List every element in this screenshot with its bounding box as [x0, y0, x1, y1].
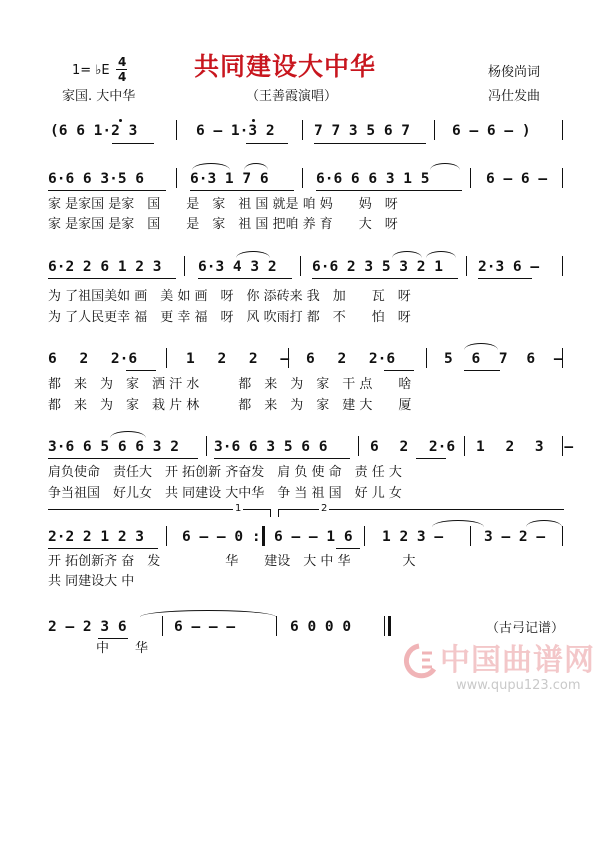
- beat-underline: [126, 370, 156, 371]
- measure-23: 6 – – 1 6: [274, 529, 353, 545]
- slur: [192, 163, 230, 170]
- measure-11: 6·6 2 3 5 3 2 1: [312, 259, 443, 275]
- slur: [430, 163, 460, 170]
- subtitle-left: 家国. 大中华: [62, 89, 136, 104]
- time-signature-top: 4: [118, 55, 127, 69]
- measure-16: 5 6 7 6 –: [444, 351, 563, 367]
- beat-underline: [198, 278, 292, 279]
- bar-line: [562, 526, 563, 546]
- beat-underline: [48, 190, 166, 191]
- lyric-verse-1: 都 来 为 家 洒 汗 水 都 来 为 家 干 点 啥: [48, 377, 412, 392]
- beat-underline: [48, 548, 158, 549]
- lyric-verse-1: 家 是家国 是家 国 是 家 祖 国 就是 咱 妈 妈 呀: [48, 197, 398, 212]
- lyric-verse-2: 家 是家国 是家 国 是 家 祖 国 把咱 养 育 大 呀: [48, 217, 398, 232]
- octave-dot: [252, 119, 255, 122]
- measure-18: 3·6 6 3 5 6 6: [214, 439, 328, 455]
- bar-line: [300, 256, 301, 276]
- bar-line: [426, 348, 427, 368]
- beat-underline: [384, 370, 414, 371]
- measure-24: 1 2 3 –: [382, 529, 444, 545]
- bar-line: [288, 348, 289, 368]
- measure-21: 2·2 2 1 2 3: [48, 529, 145, 545]
- bar-line: [176, 168, 177, 188]
- measure-8: 6 – 6 –: [486, 171, 548, 187]
- time-signature-bottom: 4: [118, 70, 127, 84]
- lyric-verse-2: 共 同建设大 中: [48, 574, 135, 589]
- bar-line: [166, 348, 167, 368]
- beat-underline: [98, 638, 128, 639]
- bar-line: [434, 120, 435, 140]
- beat-underline: [478, 278, 532, 279]
- bar-line: [464, 436, 465, 456]
- measure-10: 6·3 4 3 2: [198, 259, 277, 275]
- lyric-verse-2: 争当祖国 好儿女 共 同建设 大中华 争 当 祖 国 好 儿 女: [48, 486, 402, 501]
- key-signature: 1= ♭E: [72, 63, 110, 78]
- bar-line: [470, 526, 471, 546]
- bar-line: [276, 616, 277, 636]
- beat-underline: [48, 458, 198, 459]
- bar-line: [358, 436, 359, 456]
- beat-underline: [48, 278, 176, 279]
- watermark-brand: 中国曲谱网: [440, 643, 595, 678]
- lyric-verse-2: 都 来 为 家 栽 片 林 都 来 为 家 建 大 厦: [48, 398, 412, 413]
- bar-line: [562, 436, 563, 456]
- volta-number-1: 1: [235, 503, 242, 514]
- measure-2: 6 – 1·3 2: [196, 123, 275, 139]
- bar-line: [562, 256, 563, 276]
- slur: [110, 431, 146, 438]
- bar-line: [302, 120, 303, 140]
- lyric-verse-1: 肩负使命 责任大 开 拓创新 齐奋发 肩 负 使 命 责 任 大: [48, 465, 402, 480]
- slur: [392, 251, 422, 258]
- measure-28: 6 0 0 0: [290, 619, 352, 635]
- beat-underline: [316, 190, 462, 191]
- measure-22: 6 – – 0 :: [182, 529, 261, 545]
- slur: [244, 163, 268, 170]
- bar-line: [184, 256, 185, 276]
- bar-line: [302, 168, 303, 188]
- measure-13: 6 2 2·6: [48, 351, 138, 367]
- qupu-logo-icon: [400, 643, 438, 679]
- measure-4: 6 – 6 – ): [452, 123, 531, 139]
- measure-14: 1 2 2 –: [186, 351, 290, 367]
- lyric-verse-2: 为 了人民更幸 福 更 幸 福 呀 风 吹雨打 都 不 怕 呀: [48, 310, 411, 325]
- lyricist: 杨俊尚词: [488, 65, 541, 80]
- measure-15: 6 2 2·6: [306, 351, 396, 367]
- repeat-end-bar: [262, 526, 265, 546]
- beat-underline: [464, 370, 500, 371]
- measure-6: 6·3 1 7 6: [190, 171, 269, 187]
- bar-line: [466, 256, 467, 276]
- bar-line: [166, 526, 167, 546]
- slur: [432, 520, 484, 527]
- slur: [426, 251, 456, 258]
- measure-1: (6 6 1·2 3: [50, 123, 138, 139]
- measure-19: 6 2 2·6: [370, 439, 456, 455]
- measure-25: 3 – 2 –: [484, 529, 546, 545]
- final-bar-thick: [388, 616, 391, 636]
- slur: [140, 610, 276, 617]
- beat-underline: [416, 458, 446, 459]
- bar-line: [562, 168, 563, 188]
- beat-underline: [314, 143, 426, 144]
- watermark-url: www.qupu123.com: [456, 678, 581, 693]
- song-title: 共同建设大中华: [194, 52, 377, 81]
- bar-line: [176, 120, 177, 140]
- slur: [464, 343, 498, 350]
- beat-underline: [190, 190, 294, 191]
- bar-line: [206, 436, 207, 456]
- measure-12: 2·3 6 –: [478, 259, 540, 275]
- performer: （王善霞演唱）: [246, 89, 338, 104]
- measure-20: 1 2 3 –: [476, 439, 574, 455]
- lyric-verse-1: 中 华: [96, 641, 149, 656]
- volta-number-2: 2: [321, 503, 328, 514]
- transcriber-credit: （古弓记谱）: [486, 621, 565, 636]
- slur: [236, 251, 270, 258]
- bar-line: [562, 348, 563, 368]
- measure-17: 3·6 6 5 6 6 3 2: [48, 439, 179, 455]
- bar-line: [364, 526, 365, 546]
- measure-5: 6·6 6 3·5 6: [48, 171, 145, 187]
- composer: 冯仕发曲: [488, 89, 541, 104]
- beat-underline: [112, 143, 154, 144]
- octave-dot: [119, 119, 122, 122]
- bar-line: [562, 120, 563, 140]
- measure-9: 6·2 2 6 1 2 3: [48, 259, 162, 275]
- bar-line: [162, 616, 163, 636]
- measure-7: 6·6 6 6 3 1 5: [316, 171, 430, 187]
- beat-underline: [214, 458, 350, 459]
- slur: [526, 520, 562, 527]
- measure-3: 7 7 3 5 6 7: [314, 123, 411, 139]
- beat-underline: [312, 278, 458, 279]
- measure-26: 2 – 2 3 6: [48, 619, 127, 635]
- measure-27: 6 – – –: [174, 619, 236, 635]
- bar-line: [470, 168, 471, 188]
- final-bar-thin: [384, 616, 385, 636]
- beat-underline: [336, 548, 360, 549]
- beat-underline: [246, 143, 288, 144]
- lyric-verse-1: 为 了祖国美如 画 美 如 画 呀 你 添砖来 我 加 瓦 呀: [48, 289, 411, 304]
- lyric-verse-1: 开 拓创新齐 奋 发 华 建设 大 中 华 大: [48, 554, 416, 569]
